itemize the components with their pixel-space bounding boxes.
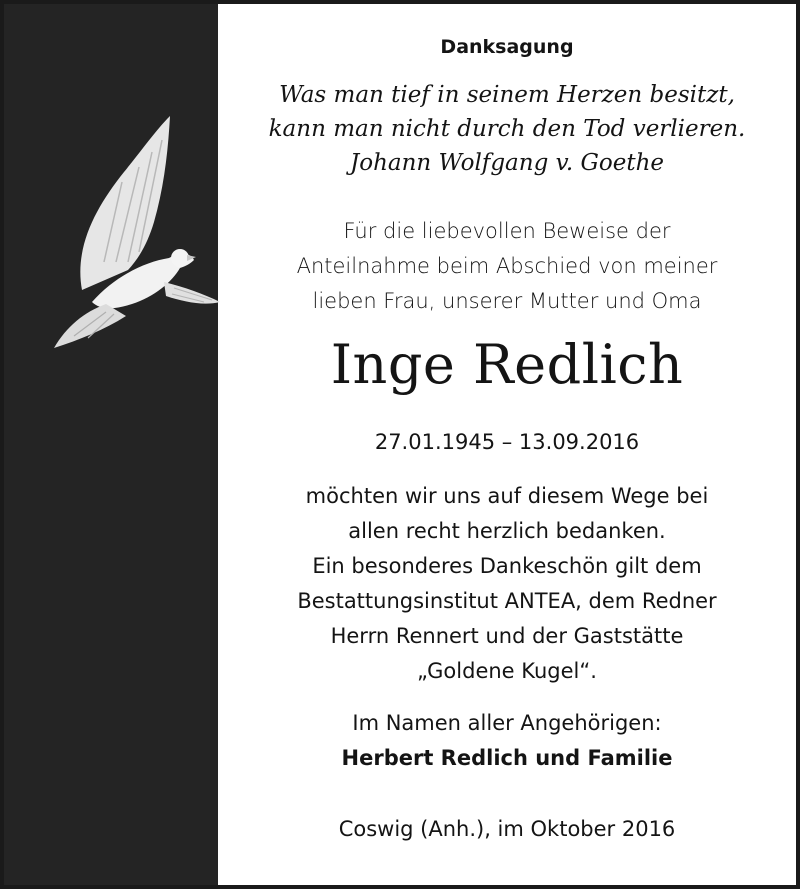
thanks-line: Bestattungsinstitut ANTEA, dem Redner [297,589,717,613]
dove-icon [44,112,234,352]
goethe-quote [218,78,796,180]
thanks-line: möchten wir uns auf diesem Wege bei [305,484,709,508]
intro-text [218,214,796,319]
quote-author: Johann Wolfgang v. Goethe [350,150,664,176]
thanks-line: „Goldene Kugel“. [417,659,597,683]
quote-line: Was man tief in seinem Herzen besitzt, [279,82,735,108]
thanks-line: Ein besonderes Dankeschön gilt dem [312,554,702,578]
closing-block [218,706,796,776]
thanks-line: Herrn Rennert und der Gaststätte [330,624,684,648]
thanks-line: allen recht herzlich bedanken. [348,519,666,543]
closing-line: Im Namen aller Angehörigen: [352,711,662,735]
life-dates: 27.01.1945 – 13.09.2016 [374,430,640,454]
intro-line: lieben Frau, unserer Mutter und Oma [312,289,702,313]
notice-content [218,4,796,885]
deceased-name: Inge Redlich [330,333,684,396]
quote-line: kann man nicht durch den Tod verlieren. [268,116,746,142]
family-signature: Herbert Redlich und Familie [341,746,673,770]
intro-line: Für die liebevollen Beweise der [343,219,671,243]
notice-title: Danksagung [440,36,574,58]
thanks-text [218,479,796,689]
intro-line: Anteilnahme beim Abschied von meiner [296,254,718,278]
place-date: Coswig (Anh.), im Oktober 2016 [338,817,676,841]
